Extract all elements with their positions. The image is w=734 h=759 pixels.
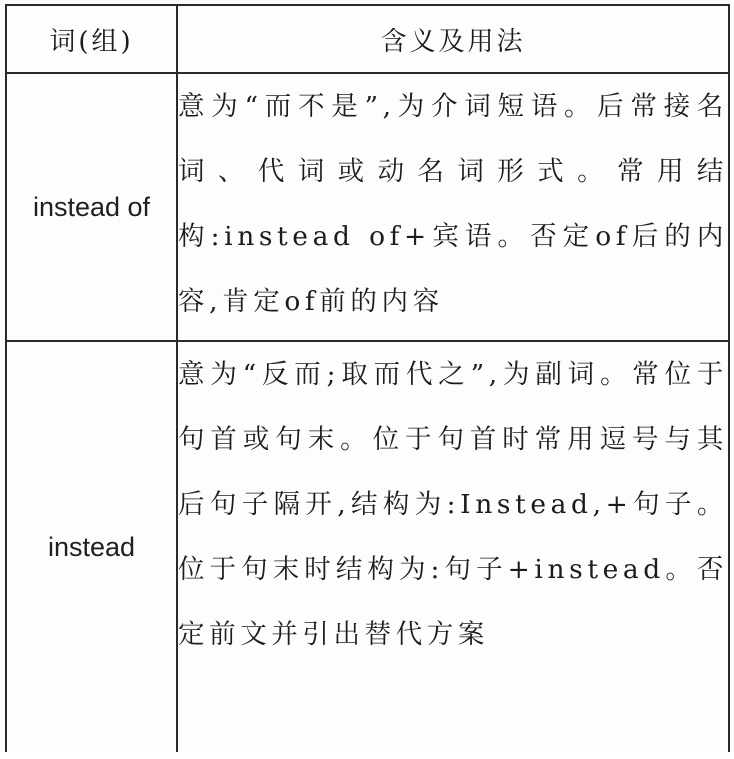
table-row [6,73,729,341]
header-meaning-usage: 含义及用法 [177,5,729,73]
word-cell: instead [6,341,177,753]
vocabulary-table [5,4,730,754]
page-bottom-margin [0,752,734,759]
table-row [6,341,729,753]
table-header-row [6,5,729,73]
meaning-cell: 意为“反而;取而代之”,为副词。常位于句首或句末。位于句首时常用逗号与其后句子隔开,结构为:Instead,+句子。位于句末时结构为:句子+instead。否定前文并引出替代方案 [177,341,729,753]
word-cell: instead of [6,73,177,341]
meaning-cell: 意为“而不是”,为介词短语。后常接名词、代词或动名词形式。常用结构:instead of+宾语。否定of后的内容,肯定of前的内容 [177,73,729,341]
header-word-group: 词(组) [6,5,177,73]
